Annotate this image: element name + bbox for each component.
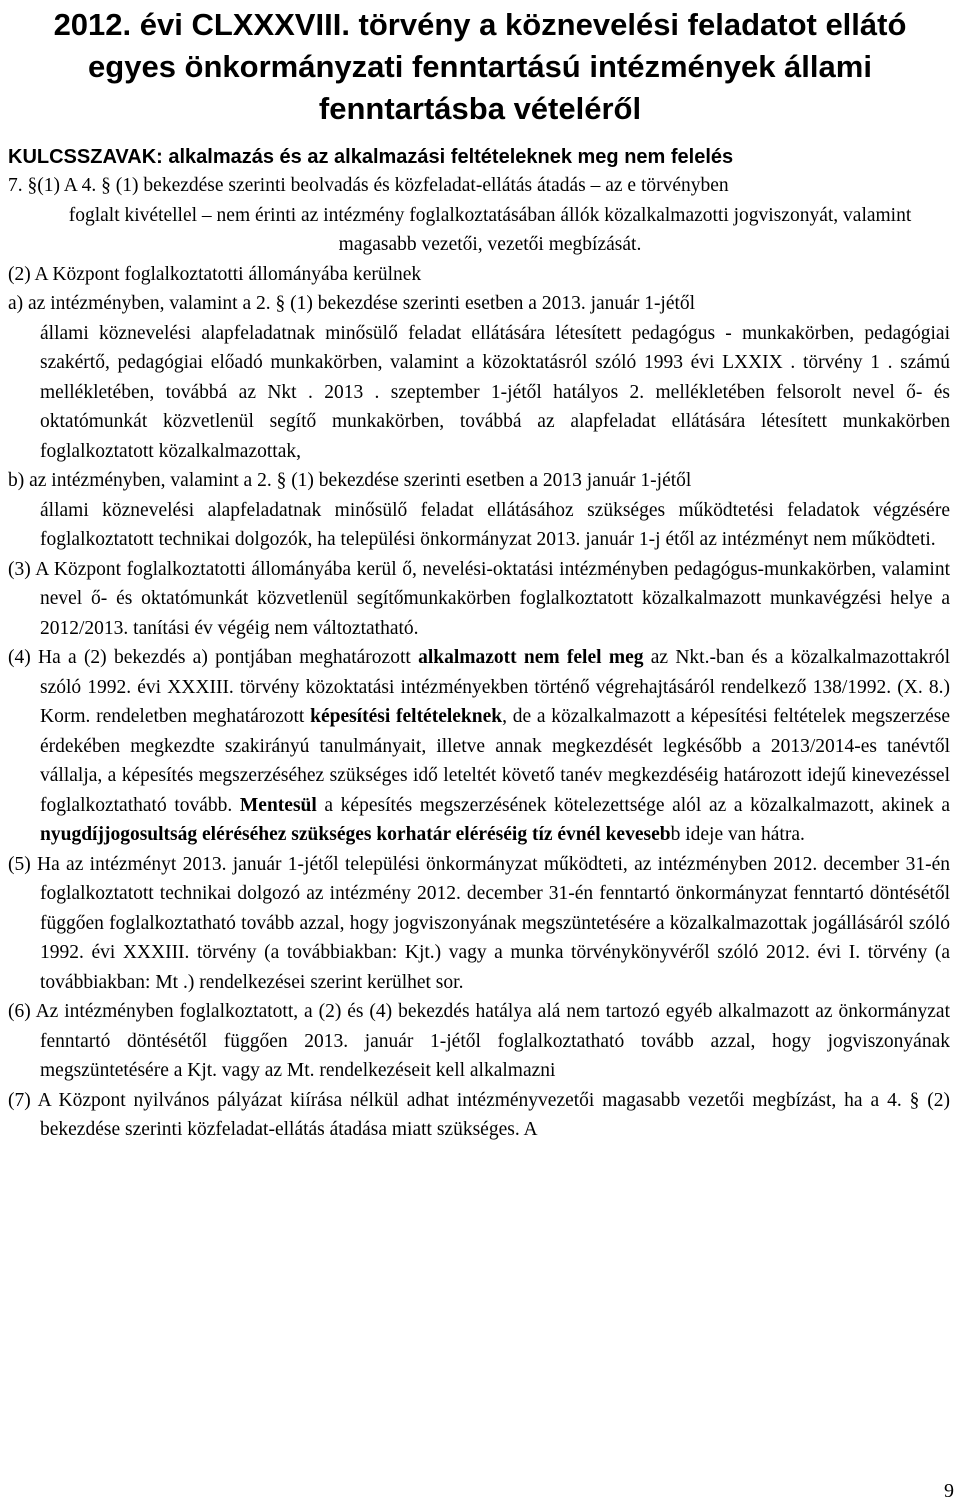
paragraph-4-text-e: b ideje van hátra.: [670, 824, 805, 845]
paragraph-5: (5) Ha az intézményt 2013. január 1-jétől települési önkormányzat működteti, az intézményben 2012. december 31-én foglalkoztatott technikai dolgozó az intézmény 2012. december 31-én fenntartó önkormányzat fenntartó döntésétől függően foglalkoztatható tovább azzal, hogy jogviszonyának megszüntetésére a közalkalmazottak jogállásáról szóló 1992. évi XXXIII. törvény (a továbbiakban: Kjt.) vagy a munka törvénykönyvéről szóló 2012. évi I. törvény (a továbbiakban: Mt .) rendelkezései szerint kerülhet sor.: [8, 853, 950, 993]
paragraph-2-intro: (2) A Központ foglalkoztatotti állományába kerülnek: [8, 263, 422, 285]
document-title: 2012. évi CLXXXVIII. törvény a köznevelési feladatot ellátó egyes önkormányzati fenntartású intézmények állami fenntartásba vételéről: [53, 7, 907, 126]
paragraph-4: [8, 643, 951, 850]
paragraph-3: (3) A Központ foglalkoztatotti állományába kerül ő, nevelési-oktatási intézményben pedagógus-munkakörben, valamint nevel ő- és oktatómunkát közvetlenül segítőmunkakörben foglalkoztatott közalkalmazott munkavégzési helye a 2012/2013. tanítási év végéig nem változtatható.: [8, 558, 950, 639]
paragraph-4-bold-d: nyugdíjjogosultság eléréséhez szükséges korhatár eléréséig tíz évnél keveseb: [40, 824, 671, 845]
paragraph-4-text-b: az Nkt.-ban és a közalkalmazottakról szóló 1992. évi XXXIII. törvény közoktatási intézményekben történő végrehajtásáról rendelkező 138/1992. (X. 8.) Korm. rendeletben meghatározott: [40, 647, 950, 727]
paragraph-2b: b) az intézményben, valamint a 2. § (1) bekezdése szerinti esetben a 2013 január 1-jétől: [8, 470, 692, 491]
paragraph-4-bold-a: alkalmazott nem felel meg: [418, 647, 644, 668]
paragraph-2b-continuation: állami köznevelési alapfeladatnak minősülő feladat ellátásához szükséges működtetési feladatok végzésére foglalkoztatott technikai dolgozók, ha települési önkormányzat 2013. január 1-j étől az intézményt nem működteti.: [40, 499, 950, 550]
section-7-paragraph-1: foglalt kivétellel – nem érinti az intézmény foglalkoztatásában állók közalkalmazotti jogviszonyát, valamint magasabb vezetői, vezetői megbízását.: [68, 204, 912, 255]
paragraph-6: (6) Az intézményben foglalkoztatott, a (2) és (4) bekezdés hatálya alá nem tartozó egyéb alkalmazott az önkormányzat fenntartó döntésétől függően 2013. január 1-jétől foglalkoztatható tovább azzal, hogy jogviszonyának megszüntetésére a Kjt. vagy az Mt. rendelkezéseit kell alkalmazni: [8, 1001, 950, 1081]
paragraph-4-text-d: a képesítés megszerzésének kötelezettsége alól az a közalkalmazott, akinek a: [316, 794, 951, 816]
paragraph-4-text-a: (4) Ha a (2) bekezdés a) pontjában meghatározott: [8, 647, 419, 668]
paragraph-7: (7) A Központ nyilvános pályázat kiírása nélkül adhat intézményvezetői magasabb vezetői megbízást, ha a 4. § (2) bekezdése szerinti közfeladat-ellátás átadása miatt szükséges. A: [8, 1089, 950, 1140]
keywords-line: KULCSSZAVAK: alkalmazás és az alkalmazási feltételeknek meg nem felelés: [8, 146, 734, 168]
paragraph-4-bold-b: képesítési feltételeknek: [310, 706, 503, 727]
document-body: [0, 171, 960, 1145]
paragraph-2a-continuation: állami köznevelési alapfeladatnak minősülő feladat ellátására létesített pedagógus - munkakörben, pedagógiai szakértő, pedagógiai előadó munkakörben, valamint a közoktatásról szóló 1993 évi LXXIX . törvény 1 . számú mellékletében, továbbá az Nkt . 2013 . szeptember 1-jétől hatályos 2. mellékletében felsorolt nevel ő- és oktatómunkát közvetlenül segítő munkakörben, továbbá az alapfeladat ellátására létesített munkakörben foglalkoztatott közalkalmazottak,: [40, 322, 950, 462]
paragraph-2a: a) az intézményben, valamint a 2. § (1) bekezdése szerinti esetben a 2013. január 1-jétől: [8, 293, 696, 314]
section-label: 7. §(1) A 4.: [8, 175, 97, 196]
section-7-lead: [8, 171, 960, 201]
paragraph-4-bold-c: Mentesül: [239, 794, 317, 816]
page-number: 9: [944, 1480, 954, 1502]
paragraph-4-text-c: , de a közalkalmazott a képesítési feltételek megszerzése érdekében megkezdte szakirányú tanulmányait, illetve annak megkezdését legkésőbb a 2013/2014-es tanévtől vállalja, a képesítés megszerzéséhez szükséges idő leteltét követő tanév megkezdéséig határozott idejű kinevezéssel foglalkoztatható tovább.: [40, 706, 951, 816]
section-lead-text: § (1) bekezdése szerinti beolvadás és közfeladat-ellátás átadás – az e törvényben: [96, 175, 729, 196]
